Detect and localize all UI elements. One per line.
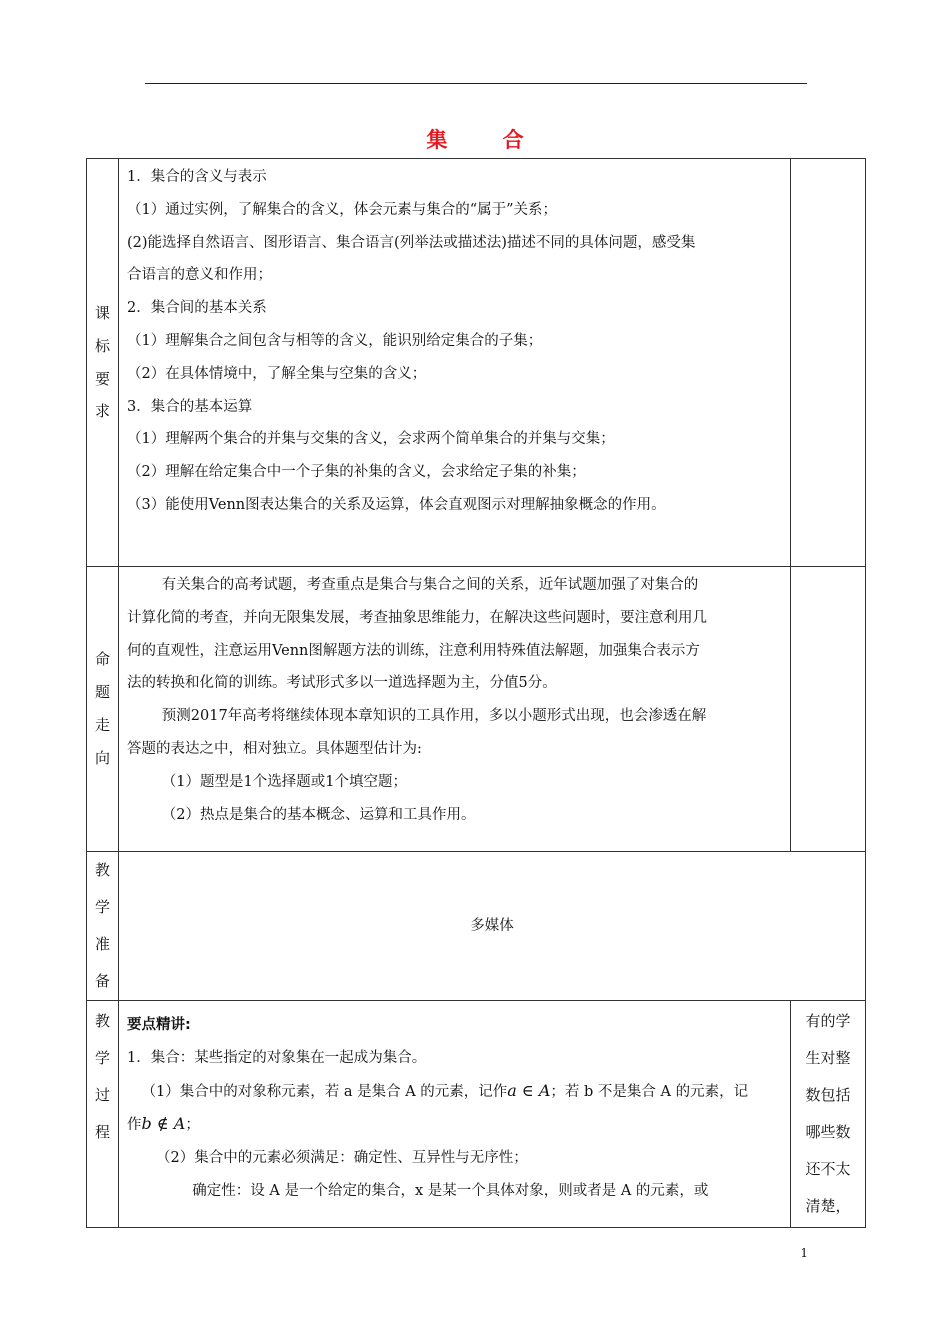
side-guocheng [791,1001,866,1228]
label-char: 学 [94,898,110,916]
lesson-plan-table [86,158,866,1228]
text-line [127,1108,782,1142]
text-line: （2）集合中的元素必须满足：确定性、互异性与无序性； [156,1150,528,1167]
label-char: 求 [94,402,110,421]
side-note-line: 生对整 [805,1049,851,1067]
text-line: 确定性：设 A 是一个给定的集合，x 是某一个具体对象，则或者是 A 的元素，或 [192,1182,709,1199]
content-kebiao [119,159,791,567]
label-char: 标 [94,336,110,355]
row-kebiao [87,159,866,567]
row-guocheng [87,1001,866,1228]
label-char: 教 [94,1012,110,1030]
label-char: 学 [94,1049,110,1067]
label-mingti [87,567,119,852]
page-number [0,1246,950,1260]
side-note-line: 清楚， [805,1197,851,1215]
text-line: （3）能使用Venn图表达集合的关系及运算，体会直观图示对理解抽象概念的作用。 [127,496,666,513]
row-mingti [87,567,866,852]
math-formula: b ∉ A [141,1114,186,1134]
side-note-line: 哪些数 [805,1123,851,1141]
text-line: 法的转换和化简的训练。考试形式多以一道选择题为主，分值5分。 [127,675,557,692]
text-span: ； [185,1117,200,1134]
text-line: 1．集合：某些指定的对象集在一起成为集合。 [127,1049,427,1066]
text-line: 何的直观性，注意运用Venn图解题方法的训练，注意利用特殊值法解题，加强集合表示方 [127,642,700,659]
side-note-line: 数包括 [805,1086,851,1104]
text-line: （1）理解集合之间包含与相等的含义，能识别给定集合的子集； [127,332,543,349]
page-title: 集 合 [426,128,548,152]
teaching-materials: 多媒体 [470,917,514,934]
text-line: 预测2017年高考将继续体现本章知识的工具作用，多以小题形式出现，也会渗透在解 [161,708,707,725]
label-char: 过 [94,1086,110,1104]
text-line: （1）理解两个集合的并集与交集的含义，会求两个简单集合的并集与交集； [127,431,615,448]
text-line: 答题的表达之中，相对独立。具体题型估计为: [127,740,422,757]
text-line: （2）在具体情境中，了解全集与空集的含义； [127,365,427,382]
label-char: 备 [94,972,110,990]
label-char: 走 [94,716,110,734]
section-heading: 要点精讲: [127,1017,191,1033]
label-char: 程 [94,1123,110,1141]
text-line: (2)能选择自然语言、图形语言、集合语言(列举法或描述法)描述不同的具体问题，感受集 [127,234,696,251]
text-line: （1）题型是1个选择题或1个填空题； [161,773,407,790]
text-span: ；若 b 不是集合 A 的元素，记 [550,1083,749,1100]
label-char: 命 [94,650,110,669]
header-rule [145,83,807,84]
text-line: （1）通过实例，了解集合的含义，体会元素与集合的“属于”关系； [127,201,558,218]
side-mingti [791,567,866,852]
content-guocheng [119,1001,791,1228]
content-zhunbei [119,852,866,1001]
label-char: 要 [94,369,110,388]
text-span: （1）集合中的对象称元素，若 a 是集合 A 的元素，记作 [141,1083,508,1100]
label-char: 向 [94,748,110,767]
text-line: 2．集合间的基本关系 [127,300,267,317]
text-span: 作 [127,1117,142,1134]
label-char: 课 [94,303,110,322]
text-line: 计算化简的考查，并向无限集发展，考查抽象思维能力，在解决这些问题时，要注意利用几 [127,609,707,626]
text-line: 3．集合的基本运算 [127,398,253,415]
text-line: 1．集合的含义与表示 [127,169,267,185]
side-kebiao [791,159,866,567]
text-line: （2）理解在给定集合中一个子集的补集的含义，会求给定子集的补集； [127,464,586,481]
label-char: 准 [94,935,110,953]
text-line: 有关集合的高考试题，考查重点是集合与集合之间的关系，近年试题加强了对集合的 [161,577,699,593]
math-formula: a ∈ A [507,1080,551,1100]
label-zhunbei [87,852,119,1001]
side-note-line: 有的学 [805,1012,851,1030]
text-line [127,1075,782,1109]
label-char: 教 [94,861,110,879]
side-note-line: 还不太 [805,1160,851,1178]
row-zhunbei [87,852,866,1001]
page-number-text: 1 [800,1246,808,1260]
content-mingti [119,567,791,852]
label-char: 题 [94,683,110,702]
label-kebiao [87,159,119,567]
label-guocheng [87,1001,119,1228]
text-line: （2）热点是集合的基本概念、运算和工具作用。 [161,806,476,823]
text-line: 合语言的意义和作用； [127,267,272,284]
